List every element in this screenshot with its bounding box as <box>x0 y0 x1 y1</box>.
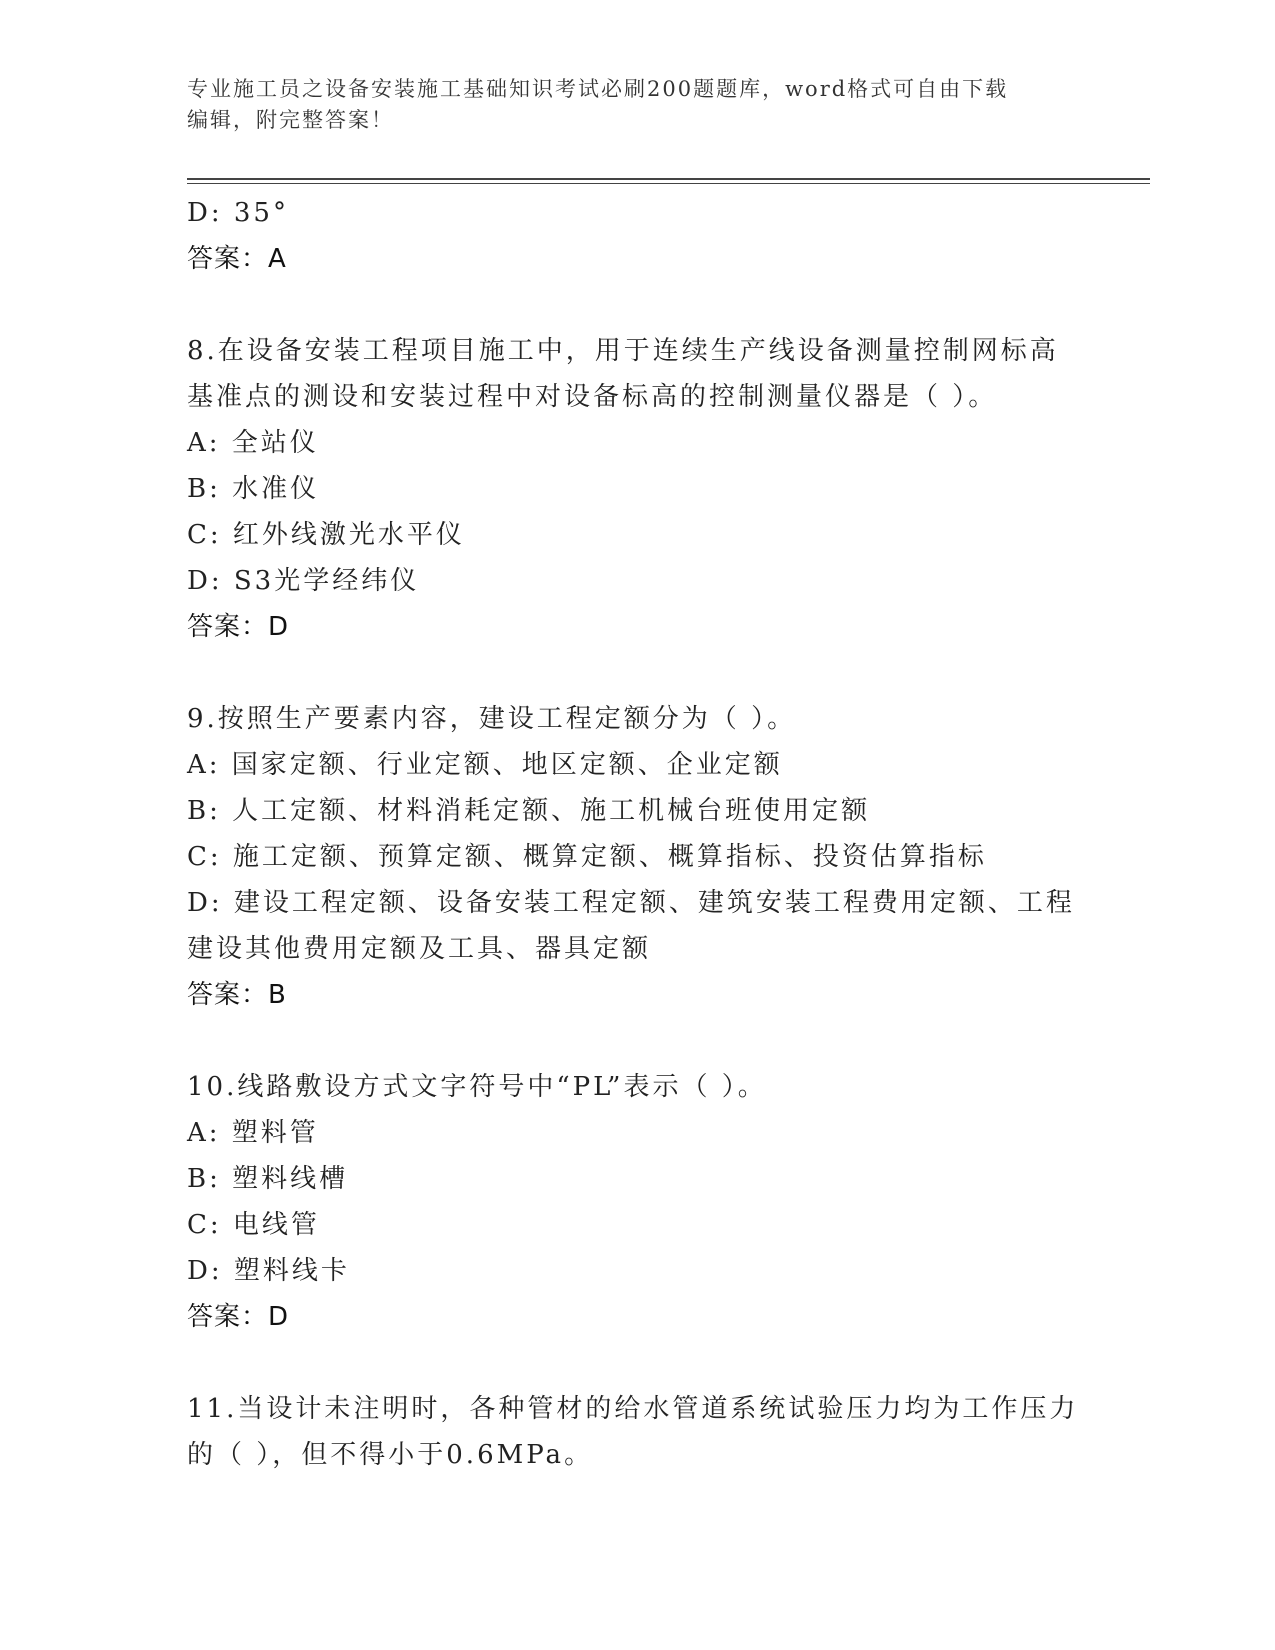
option-d: D: 35° <box>187 198 289 228</box>
question-10-option-b: B: 塑料线槽 <box>187 1164 349 1194</box>
question-8-answer: 答案：D <box>187 612 290 642</box>
spacer <box>187 282 1087 328</box>
header-divider-thick <box>187 178 1150 180</box>
question-8-option-a: A: 全站仪 <box>187 428 319 458</box>
question-9-option-b: B: 人工定额、材料消耗定额、施工机械台班使用定额 <box>187 796 871 826</box>
question-11-text-line-1: 11.当设计未注明时，各种管材的给水管道系统试验压力均为工作压力 <box>187 1394 1079 1424</box>
question-10-option-c: C: 电线管 <box>187 1210 320 1240</box>
question-8-text-line-2: 基准点的测设和安装过程中对设备标高的控制测量仪器是（ ）。 <box>187 382 998 412</box>
question-8-text-line-1: 8.在设备安装工程项目施工中，用于连续生产线设备测量控制网标高 <box>187 336 1059 366</box>
question-9-answer: 答案：B <box>187 980 287 1010</box>
question-9-option-d-continued: 建设其他费用定额及工具、器具定额 <box>187 934 652 964</box>
spacer <box>187 1018 1087 1064</box>
question-9-text: 9.按照生产要素内容，建设工程定额分为（ ）。 <box>187 704 797 734</box>
page-header <box>187 74 1087 136</box>
question-10-option-a: A: 塑料管 <box>187 1118 319 1148</box>
question-9-option-c: C: 施工定额、预算定额、概算定额、概算指标、投资估算指标 <box>187 842 987 872</box>
question-10-answer: 答案：D <box>187 1302 290 1332</box>
document-body <box>187 190 1087 1478</box>
question-8-option-c: C: 红外线激光水平仪 <box>187 520 465 550</box>
header-divider-thin <box>187 183 1150 184</box>
spacer <box>187 1340 1087 1386</box>
question-8-option-b: B: 水准仪 <box>187 474 320 504</box>
question-9-option-a: A: 国家定额、行业定额、地区定额、企业定额 <box>187 750 783 780</box>
question-10-option-d: D: 塑料线卡 <box>187 1256 350 1286</box>
spacer <box>187 650 1087 696</box>
header-title-line-2: 编辑，附完整答案！ <box>187 108 394 132</box>
question-11-text-line-2: 的（ ），但不得小于0.6MPa。 <box>187 1440 594 1470</box>
question-9-option-d: D: 建设工程定额、设备安装工程定额、建筑安装工程费用定额、工程 <box>187 888 1075 918</box>
question-10-text: 10.线路敷设方式文字符号中“PL”表示（ ）。 <box>187 1072 767 1102</box>
question-8-option-d: D: S3光学经纬仪 <box>187 566 420 596</box>
header-title-line-1: 专业施工员之设备安装施工基础知识考试必刷200题题库，word格式可自由下载 <box>187 77 1009 101</box>
answer-line: 答案：A <box>187 244 287 274</box>
